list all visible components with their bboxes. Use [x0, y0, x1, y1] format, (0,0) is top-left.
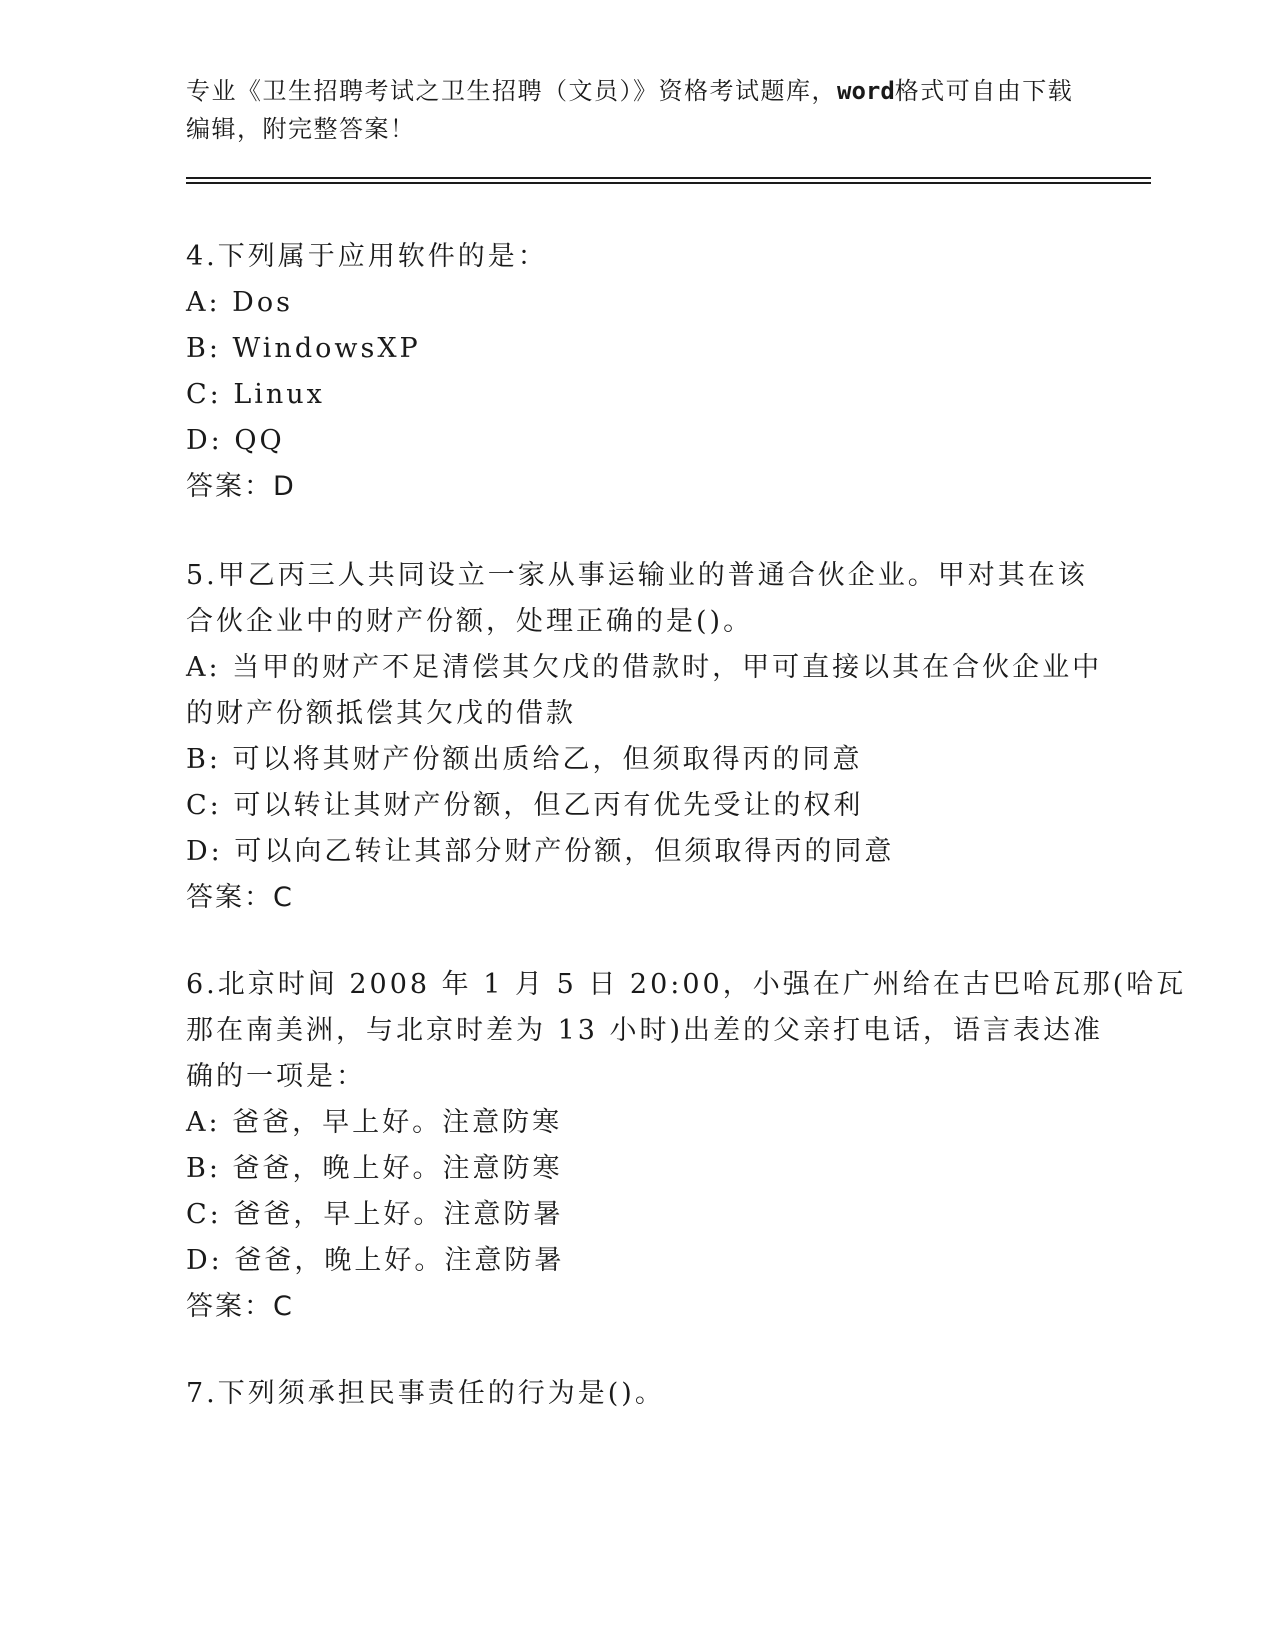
question-stem: 4.下列属于应用软件的是： [186, 241, 548, 272]
question-stem-line-1: 6.北京时间 2008 年 1 月 5 日 20:00，小强在广州给在古巴哈瓦那(哈瓦 [186, 969, 1187, 1000]
header-text-after: 格式可自由下载 [894, 77, 1074, 105]
question-stem-line-3: 确的一项是： [186, 1061, 366, 1092]
option-b: B: WindowsXP [186, 333, 421, 364]
option-b: B: 可以将其财产份额出质给乙，但须取得丙的同意 [186, 744, 863, 775]
answer-line: 答案：C [186, 1291, 294, 1322]
header-text-before: 专业《卫生招聘考试之卫生招聘（文员）》资格考试题库， [186, 77, 837, 105]
option-c: C: 爸爸，早上好。注意防暑 [186, 1199, 564, 1230]
answer-line: 答案：C [186, 882, 294, 913]
question-stem-line-2: 那在南美洲，与北京时差为 13 小时)出差的父亲打电话，语言表达准 [186, 1015, 1104, 1046]
question-stem: 7.下列须承担民事责任的行为是()。 [186, 1378, 665, 1409]
option-a: A: 当甲的财产不足清偿其欠戊的借款时，甲可直接以其在合伙企业中 [186, 652, 1103, 683]
option-d: D: QQ [186, 425, 285, 456]
option-a: A: 爸爸，早上好。注意防寒 [186, 1107, 563, 1138]
question-5 [186, 553, 1103, 921]
header-word: word [837, 77, 895, 105]
option-d: D: 可以向乙转让其部分财产份额，但须取得丙的同意 [186, 836, 895, 867]
option-c: C: 可以转让其财产份额，但乙丙有优先受让的权利 [186, 790, 864, 821]
document-header [186, 72, 1086, 148]
header-divider-top [186, 177, 1151, 179]
header-divider-bottom [186, 182, 1151, 184]
question-7 [186, 1371, 1086, 1417]
option-a-continued: 的财产份额抵偿其欠戊的借款 [186, 698, 576, 729]
question-stem-line-2: 合伙企业中的财产份额，处理正确的是()。 [186, 606, 754, 637]
question-4 [186, 234, 1086, 510]
answer-line: 答案：D [186, 471, 296, 502]
option-c: C: Linux [186, 379, 325, 410]
option-d: D: 爸爸，晚上好。注意防暑 [186, 1245, 565, 1276]
question-6 [186, 962, 1187, 1330]
header-line-2: 编辑，附完整答案！ [186, 115, 416, 143]
header-line-1 [186, 72, 1086, 110]
option-a: A: Dos [186, 287, 293, 318]
option-b: B: 爸爸，晚上好。注意防寒 [186, 1153, 563, 1184]
question-stem-line-1: 5.甲乙丙三人共同设立一家从事运输业的普通合伙企业。甲对其在该 [186, 560, 1088, 591]
